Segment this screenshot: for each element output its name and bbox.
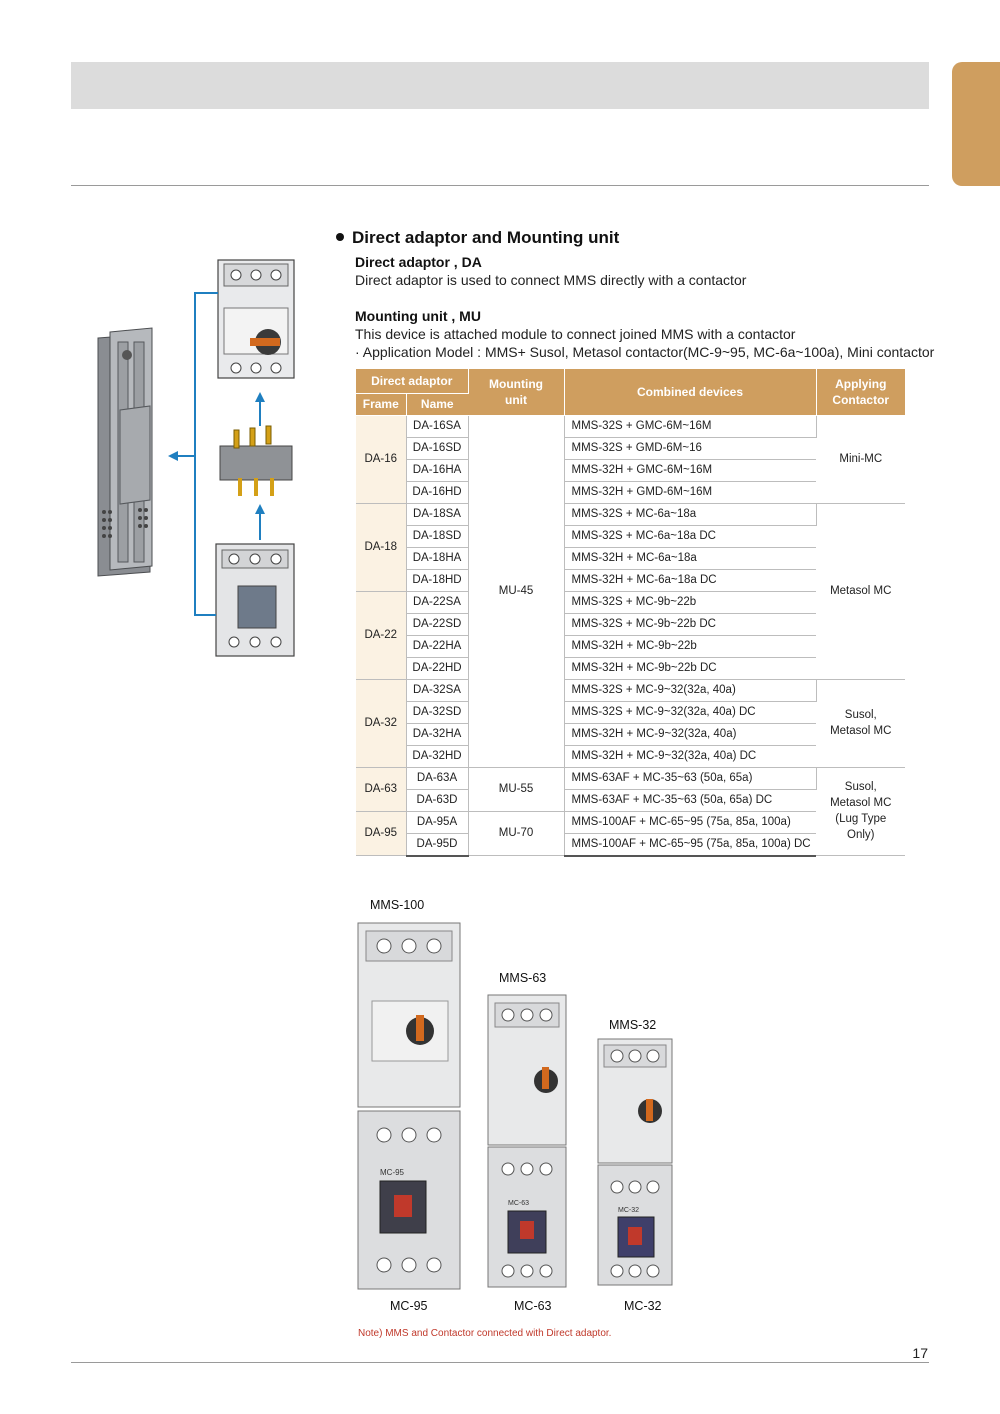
name-cell: DA-22HA — [406, 635, 468, 657]
header-applying-contactor: Applying Contactor — [816, 369, 905, 415]
combined-cell: MMS-32H + GMD-6M~16M — [564, 481, 816, 503]
da-description: Direct adaptor is used to connect MMS directly with a contactor — [355, 272, 747, 288]
label-mms100: MMS-100 — [370, 898, 425, 912]
mounting-unit-drawing — [98, 328, 152, 576]
mu-heading: Mounting unit , MU — [355, 308, 481, 324]
contactor-cell: Susol, Metasol MC — [816, 679, 905, 767]
direct-adaptor-drawing — [220, 426, 292, 496]
combined-cell: MMS-32S + GMC-6M~16M — [564, 415, 816, 437]
contactor-cell: Mini-MC — [816, 415, 905, 503]
mounting-unit-cell: MU-55 — [468, 767, 564, 811]
label-mc95: MC-95 — [390, 1299, 428, 1313]
table-row — [356, 503, 905, 525]
combined-cell: MMS-32H + MC-9~32(32a, 40a) DC — [564, 745, 816, 767]
name-cell: DA-22SD — [406, 613, 468, 635]
name-cell: DA-18HA — [406, 547, 468, 569]
da-heading: Direct adaptor , DA — [355, 254, 482, 270]
table-row — [356, 767, 905, 789]
chapter-tab[interactable] — [952, 62, 1000, 186]
combined-cell: MMS-100AF + MC-65~95 (75a, 85a, 100a) — [564, 811, 816, 833]
header-mounting-unit: Mounting unit — [468, 369, 564, 415]
name-cell: DA-22SA — [406, 591, 468, 613]
mounting-unit-cell: MU-70 — [468, 811, 564, 856]
label-mc32: MC-32 — [624, 1299, 662, 1313]
contactor-cell: Metasol MC — [816, 503, 905, 679]
name-cell: DA-18HD — [406, 569, 468, 591]
combined-cell: MMS-32S + MC-9~32(32a, 40a) DC — [564, 701, 816, 723]
combined-cell: MMS-32H + MC-6a~18a — [564, 547, 816, 569]
combined-cell: MMS-32H + MC-9b~22b — [564, 635, 816, 657]
frame-cell: DA-18 — [356, 503, 406, 591]
combined-cell: MMS-32H + MC-9b~22b DC — [564, 657, 816, 679]
combined-cell: MMS-32S + MC-9b~22b — [564, 591, 816, 613]
frame-cell: DA-95 — [356, 811, 406, 856]
combined-cell: MMS-63AF + MC-35~63 (50a, 65a) — [564, 767, 816, 789]
combined-cell: MMS-32S + MC-9~32(32a, 40a) — [564, 679, 816, 701]
mu-description: This device is attached module to connect joined MMS with a contactor — [355, 326, 796, 342]
footnote: Note) MMS and Contactor connected with Direct adaptor. — [358, 1328, 612, 1339]
name-cell: DA-22HD — [406, 657, 468, 679]
combined-cell: MMS-32S + MC-6a~18a — [564, 503, 816, 525]
name-cell: DA-16SA — [406, 415, 468, 437]
mu-application: · Application Model : MMS+ Susol, Metasol contactor(MC-9~95, MC-6a~100a), Mini contactor — [355, 344, 935, 360]
combined-cell: MMS-32S + GMD-6M~16 — [564, 437, 816, 459]
divider — [71, 185, 929, 186]
combined-cell: MMS-100AF + MC-65~95 (75a, 85a, 100a) DC — [564, 833, 816, 856]
name-cell: DA-32HD — [406, 745, 468, 767]
page-number: 17 — [912, 1345, 928, 1361]
frame-cell: DA-63 — [356, 767, 406, 811]
frame-cell: DA-22 — [356, 591, 406, 679]
combined-cell: MMS-32H + GMC-6M~16M — [564, 459, 816, 481]
mms-drawing — [218, 260, 294, 378]
contactor-cell: Susol, Metasol MC (Lug Type Only) — [816, 767, 905, 856]
frame-cell: DA-16 — [356, 415, 406, 503]
name-cell: DA-18SA — [406, 503, 468, 525]
mc32-face-label: MC-32 — [618, 1207, 640, 1214]
mms63-mc63-unit — [488, 995, 566, 1287]
label-mc63: MC-63 — [514, 1299, 552, 1313]
header-name: Name — [406, 393, 468, 415]
name-cell: DA-16HD — [406, 481, 468, 503]
mms100-mc95-unit — [358, 923, 460, 1289]
combined-cell: MMS-63AF + MC-35~63 (50a, 65a) DC — [564, 789, 816, 811]
combined-cell: MMS-32S + MC-6a~18a DC — [564, 525, 816, 547]
header-direct-adaptor: Direct adaptor — [356, 369, 468, 393]
combined-cell: MMS-32S + MC-9b~22b DC — [564, 613, 816, 635]
name-cell: DA-32SD — [406, 701, 468, 723]
frame-cell: DA-32 — [356, 679, 406, 767]
name-cell: DA-32HA — [406, 723, 468, 745]
contactor-drawing — [216, 544, 294, 656]
name-cell: DA-16SD — [406, 437, 468, 459]
spec-table — [356, 369, 905, 857]
mc95-face-label: MC-95 — [380, 1168, 405, 1177]
name-cell: DA-16HA — [406, 459, 468, 481]
mc63-face-label: MC-63 — [508, 1200, 530, 1207]
name-cell: DA-18SD — [406, 525, 468, 547]
table-row — [356, 679, 905, 701]
header-frame: Frame — [356, 393, 406, 415]
mounting-unit-cell: MU-45 — [468, 415, 564, 767]
label-mms32: MMS-32 — [609, 1018, 657, 1032]
combined-cell: MMS-32H + MC-6a~18a DC — [564, 569, 816, 591]
header-band — [71, 62, 929, 109]
name-cell: DA-63D — [406, 789, 468, 811]
combined-cell: MMS-32H + MC-9~32(32a, 40a) — [564, 723, 816, 745]
name-cell: DA-32SA — [406, 679, 468, 701]
header-combined-devices: Combined devices — [564, 369, 816, 415]
name-cell: DA-63A — [406, 767, 468, 789]
label-mms63: MMS-63 — [499, 971, 547, 985]
table-row — [356, 415, 905, 437]
footer-divider — [71, 1362, 929, 1363]
bullet-icon — [336, 233, 344, 241]
section-title: Direct adaptor and Mounting unit — [336, 228, 619, 248]
name-cell: DA-95D — [406, 833, 468, 856]
name-cell: DA-95A — [406, 811, 468, 833]
mms32-mc32-unit — [598, 1039, 672, 1285]
assembly-illustration — [90, 250, 310, 660]
